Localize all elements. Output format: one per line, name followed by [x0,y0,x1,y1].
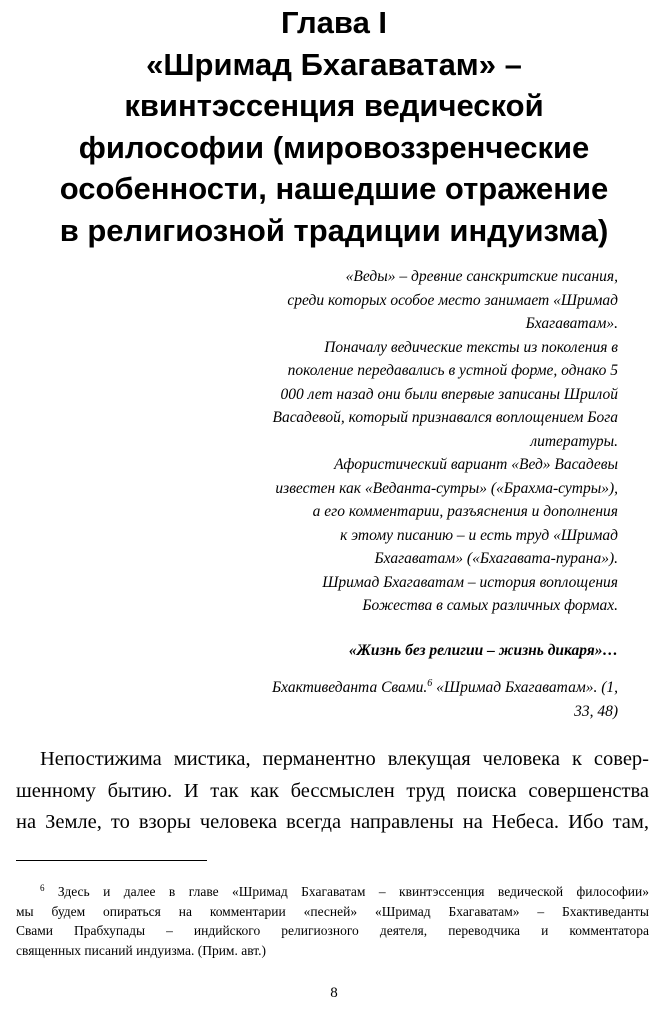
chapter-title-line: Глава I [280,5,388,40]
body-line: на Земле, то взоры человека всегда направлены на Небеса. Ибо там, [16,811,649,833]
page-number: 8 [330,985,338,1001]
epigraph-attribution [178,676,618,723]
epigraph-line: среди которых особое место занимает «Шримад [287,291,618,309]
epigraph-line: Афористический вариант «Вед» Васадевы [334,456,618,473]
epigraph-motto: «Жизнь без религии – жизнь дикаря»… [348,642,618,659]
footnote-text: Здесь и далее в главе «Шримад Бхагаватам – квинтэссенция ведической философии» [44,884,649,899]
epigraph-line: а его комментарии, разъяснения и дополнения [312,503,618,520]
epigraph-line: «Веды» – древние санскритские писания, [345,268,618,285]
epigraph-line: Божества в самых различных формах. [362,597,618,614]
footnote-divider [16,860,207,861]
epigraph-line: поколение передавались в устной форме, однако 5 [287,362,618,379]
epigraph-line: Бхагаватам». [525,315,618,332]
chapter-title [20,2,648,251]
epigraph-line: к этому писанию – и есть труд «Шримад [340,526,618,544]
chapter-title-line: «Шримад Бхагаватам» – [146,46,522,82]
attribution-line: 33, 48) [574,702,618,720]
epigraph-line: 000 лет назад они были впервые записаны Шрилой [280,385,618,403]
epigraph-line: Шримад Бхагаватам – история воплощения [322,573,618,591]
footnote-line: Свами Прабхупады – индийского религиозного деятеля, переводчика и комментатора [16,923,649,938]
footnote-line: мы будем опираться на комментарии «песней» «Шримад Бхагаватам» – Бхактиведанты [16,903,649,919]
chapter-title-line: квинтэссенция ведической [124,88,544,123]
footnote [16,882,649,960]
attribution-line [178,676,618,700]
epigraph-line: Поначалу ведические тексты из поколения в [324,338,618,356]
chapter-title-line: особенности, нашедшие отражение [59,171,609,206]
epigraph-line: Васадевой, который признавался воплощением Бога [272,409,618,426]
body-line: шенному бытию. И так как бессмыслен труд поиска совершенства [16,779,649,802]
chapter-title-line: философии (мировоззренческие [78,129,590,165]
footnote-line: священных писаний индуизма. (Прим. авт.) [16,942,267,958]
footnote-line [16,882,649,902]
attribution-author: Бхактиведанта Свами. [272,679,428,696]
epigraph-line: Бхагаватам» («Бхагавата-пурана»). [374,550,618,567]
body-paragraph [16,744,649,839]
epigraph-line: литературы. [530,432,618,450]
epigraph [178,265,618,618]
body-line: Непостижима мистика, перманентно влекущая человека к совер- [40,748,649,770]
attribution-source: «Шримад Бхагаватам». (1, [432,679,618,696]
chapter-title-line: в религиозной традиции индуизма) [59,212,609,248]
footnote-mark: 6 [40,883,45,893]
footnote-reference[interactable]: 6 [427,678,433,689]
epigraph-line: известен как «Веданта-сутры» («Брахма-сутры»), [275,479,618,497]
